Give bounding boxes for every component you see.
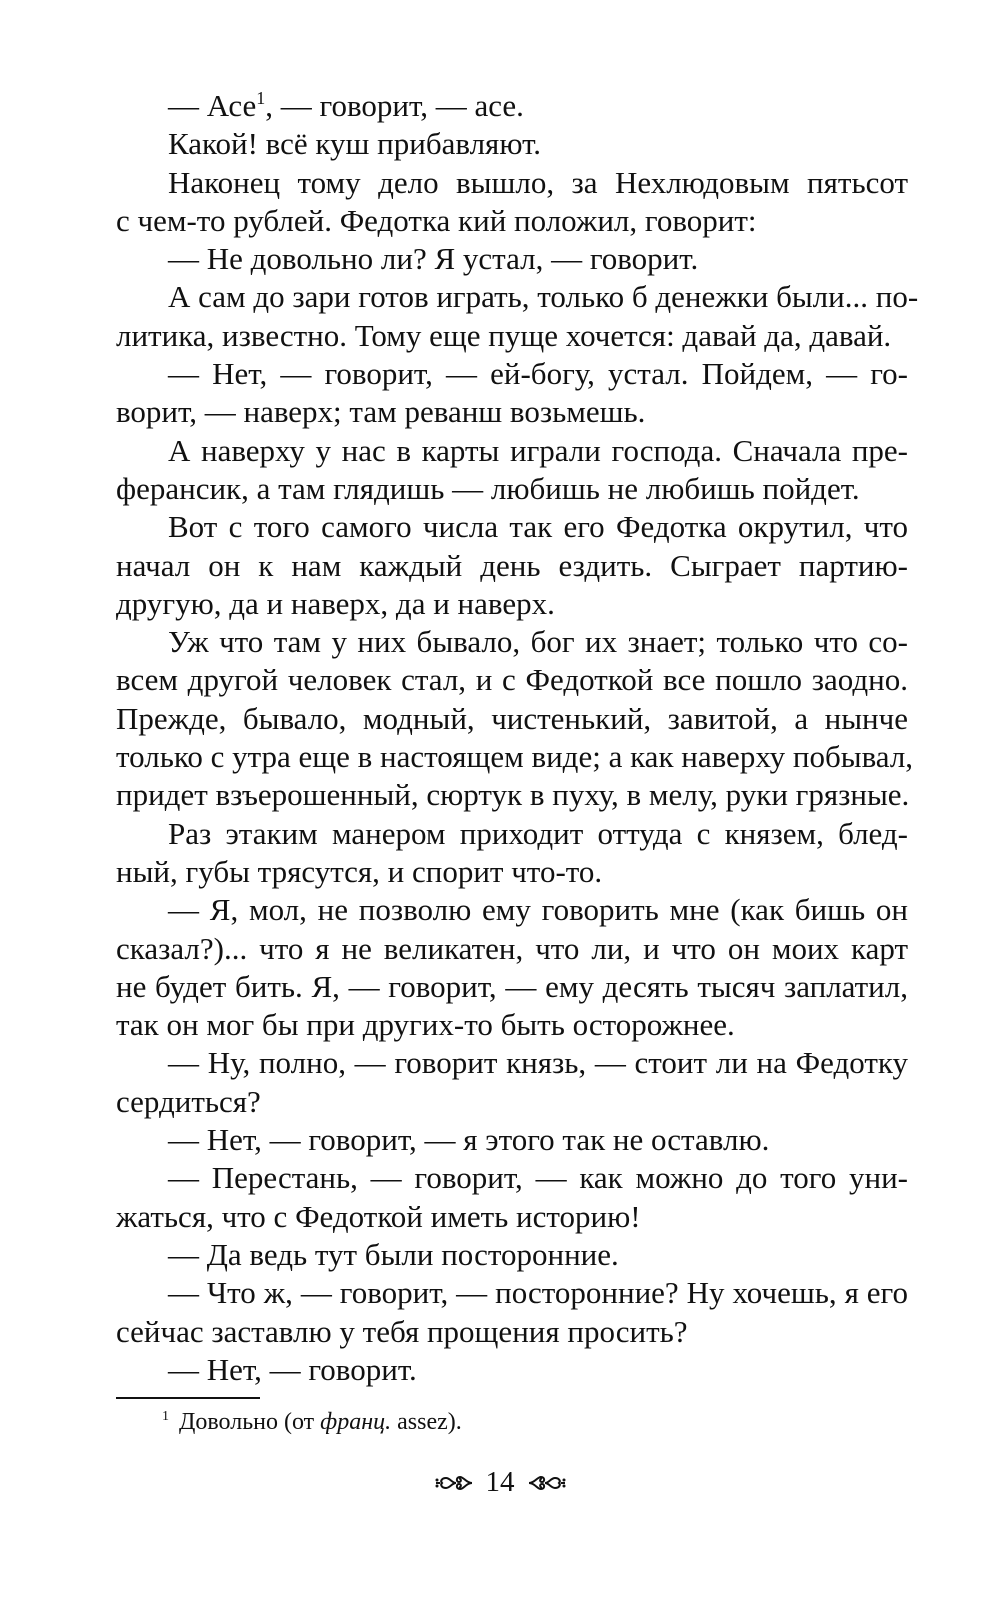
- text-line: [116, 1044, 908, 1082]
- text-line: [116, 1351, 908, 1389]
- text-line: [116, 661, 908, 699]
- text-line-content: — Нет, — говорит.: [168, 1351, 417, 1387]
- text-line-content: ворит, — наверх; там реванш возьмешь.: [116, 394, 646, 430]
- text-line-content: другую, да и наверх, да и наверх.: [116, 585, 555, 621]
- footnote: [162, 1405, 462, 1439]
- text-line-content: ферансик, а там глядишь — любишь не любишь пойдет.: [116, 470, 860, 506]
- text-line-content: — Что ж, — говорит, — посторонние? Ну хочешь, я его: [168, 1275, 908, 1311]
- footnote-emphasis: франц.: [320, 1409, 392, 1435]
- text-line: [116, 202, 908, 240]
- page-number-block: [420, 1466, 580, 1499]
- text-line: [116, 1198, 908, 1236]
- text-line: [116, 87, 908, 125]
- text-line-continuation: , — говорит, — асе.: [265, 88, 524, 123]
- text-line: [116, 508, 908, 546]
- text-line: [116, 1159, 908, 1197]
- text-line-content: — Асе: [168, 88, 257, 123]
- text-line: [116, 776, 908, 814]
- text-line: [116, 930, 908, 968]
- text-line: [116, 547, 908, 585]
- text-line-content: Вот с того самого числа так его Федотка окрутил, что: [168, 509, 908, 545]
- text-line-content: начал он к нам каждый день ездить. Сыграет партию-: [116, 547, 908, 583]
- ornament-left-icon: [434, 1473, 474, 1493]
- text-line: [116, 470, 908, 508]
- text-line: [116, 1274, 908, 1312]
- footnote-divider: [116, 1397, 260, 1399]
- text-line-content: А сам до зари готов играть, только б денежки были... по-: [168, 279, 919, 315]
- text-line-content: сердиться?: [116, 1083, 261, 1119]
- text-line: [116, 317, 908, 355]
- footnote-marker: 1: [162, 1409, 169, 1424]
- page-number: 14: [485, 1466, 515, 1498]
- text-line-content: жаться, что с Федоткой иметь историю!: [116, 1198, 641, 1234]
- text-line-content: не будет бить. Я, — говорит, — ему десять тысяч заплатил,: [116, 968, 908, 1004]
- text-line: [116, 853, 908, 891]
- text-line-content: сказал?)... что я не великатен, что ли, и что он моих карт: [116, 930, 908, 966]
- text-line-content: — Не довольно ли? Я устал, — говорит.: [168, 241, 699, 277]
- text-line-content: А наверху у нас в карты играли господа. Сначала пре-: [168, 432, 908, 468]
- text-line: [116, 278, 919, 316]
- text-line: [116, 1313, 908, 1351]
- text-line: [116, 700, 908, 738]
- text-line: [116, 815, 908, 853]
- text-line-content: — Перестань, — говорит, — как можно до того уни-: [168, 1160, 908, 1196]
- ornament-right-icon: [527, 1473, 567, 1493]
- text-line: [116, 1083, 908, 1121]
- text-line-content: — Я, мол, не позволю ему говорить мне (как бишь он: [168, 892, 908, 928]
- text-line-content: — Да ведь тут были посторонние.: [168, 1236, 619, 1272]
- text-line-content: Наконец тому дело вышло, за Нехлюдовым пятьсот: [168, 164, 908, 200]
- text-line: [116, 355, 908, 393]
- text-line-content: так он мог бы при других-то быть осторожнее.: [116, 1007, 735, 1043]
- text-line-content: Уж что там у них бывало, бог их знает; только что со-: [168, 624, 908, 660]
- text-line: [116, 432, 908, 470]
- text-line: [116, 891, 908, 929]
- text-line: [116, 585, 908, 623]
- text-line: [116, 393, 908, 431]
- text-line: [116, 240, 908, 278]
- text-line: [116, 1121, 908, 1159]
- text-line-content: Какой! всё куш прибавляют.: [168, 126, 542, 162]
- footnote-text-before: Довольно (от: [179, 1409, 321, 1435]
- text-line: [116, 968, 908, 1006]
- text-line-content: — Ну, полно, — говорит князь, — стоит ли на Федотку: [168, 1045, 908, 1081]
- text-line-content: всем другой человек стал, и с Федоткой все пошло заодно.: [116, 662, 908, 698]
- text-line-content: только с утра еще в настоящем виде; а как наверху побывал,: [116, 739, 914, 775]
- text-line-content: сейчас заставлю у тебя прощения просить?: [116, 1313, 688, 1349]
- text-line: [116, 1006, 908, 1044]
- text-line-content: с чем-то рублей. Федотка кий положил, говорит:: [116, 202, 757, 238]
- text-line-content: — Нет, — говорит, — ей-богу, устал. Пойдем, — го-: [168, 356, 908, 392]
- text-line-content: ный, губы трясутся, и спорит что-то.: [116, 853, 603, 889]
- text-line: [116, 164, 908, 202]
- text-line: [116, 623, 908, 661]
- text-line-content: литика, известно. Тому еще пуще хочется: давай да, давай.: [116, 317, 892, 353]
- body-text: [116, 87, 919, 1389]
- text-line-content: — Нет, — говорит, — я этого так не оставлю.: [168, 1122, 770, 1158]
- text-line: [116, 1236, 908, 1274]
- body-lines: [116, 87, 919, 1389]
- text-line: [116, 738, 914, 776]
- text-line-content: Раз этаким манером приходит оттуда с князем, блед-: [168, 815, 908, 851]
- text-line-content: придет взъерошенный, сюртук в пуху, в мелу, руки грязные.: [116, 777, 910, 813]
- text-line-content: Прежде, бывало, модный, чистенький, завитой, а нынче: [116, 700, 908, 736]
- text-line: [116, 125, 908, 163]
- footnote-reference: 1: [256, 88, 266, 108]
- footnote-text-after: assez).: [391, 1409, 462, 1435]
